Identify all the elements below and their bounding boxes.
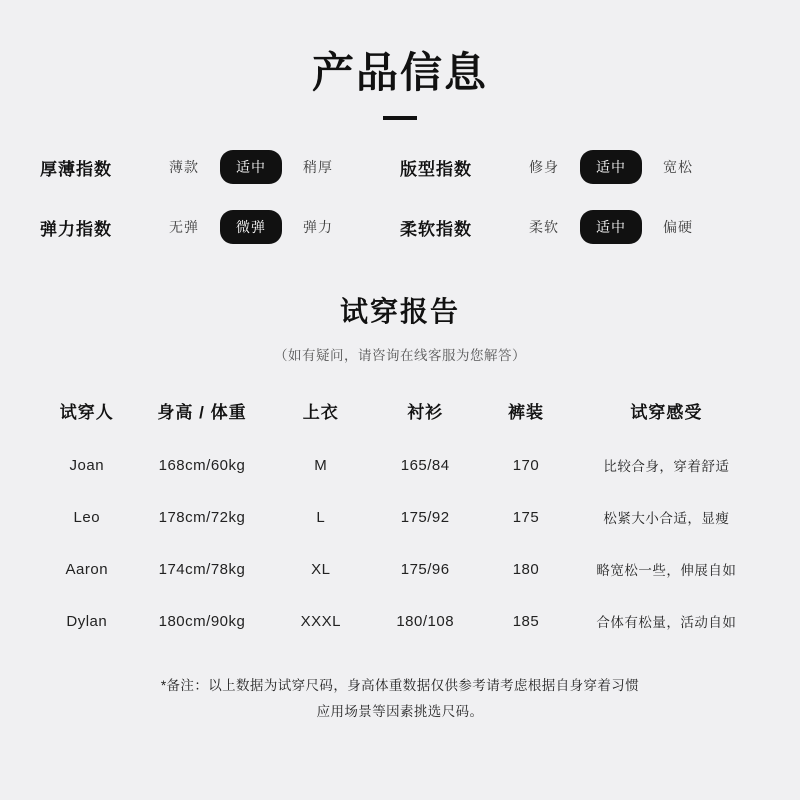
- cell-pants: 185: [512, 612, 540, 630]
- cell-body: 178cm/72kg: [158, 508, 246, 526]
- cell-top: M: [314, 456, 328, 474]
- cell-feel: 比较合身，穿着舒适: [603, 459, 730, 475]
- cell-feel: 松紧大小合适，显瘦: [603, 511, 730, 527]
- index-option[interactable]: 柔软: [529, 219, 559, 236]
- cell-name: Joan: [69, 456, 105, 474]
- index-options: [148, 150, 354, 184]
- footnote-line-2: 应用场景等因素挑选尺码。: [316, 704, 484, 720]
- column-header-shirt: 衬衫: [407, 403, 444, 423]
- index-grid: [40, 150, 760, 244]
- index-row-elasticity: [40, 210, 400, 244]
- cell-body: 174cm/78kg: [158, 560, 246, 578]
- index-row-fit: [400, 150, 760, 184]
- index-label: 版型指数: [400, 159, 472, 179]
- table-row: [40, 439, 760, 491]
- index-label: 弹力指数: [40, 219, 112, 239]
- table-row: [40, 491, 760, 543]
- index-option[interactable]: 偏硬: [663, 219, 693, 236]
- index-option[interactable]: 无弹: [169, 219, 199, 236]
- title-divider: [383, 116, 417, 120]
- index-options: [508, 210, 714, 244]
- cell-name: Leo: [73, 508, 101, 526]
- column-header-name: 试穿人: [59, 403, 114, 423]
- index-option[interactable]: 宽松: [663, 159, 693, 176]
- column-header-feel: 试穿感受: [630, 403, 703, 423]
- index-option-selected[interactable]: 适中: [580, 150, 642, 184]
- cell-pants: 175: [512, 508, 540, 526]
- cell-body: 168cm/60kg: [158, 456, 246, 474]
- cell-feel: 略宽松一些，伸展自如: [596, 563, 737, 579]
- index-option-selected[interactable]: 适中: [220, 150, 282, 184]
- index-option[interactable]: 薄款: [169, 159, 199, 176]
- column-header-body: 身高 / 体重: [157, 403, 247, 423]
- cell-shirt: 165/84: [400, 456, 450, 474]
- footnote: [40, 673, 760, 724]
- footnote-line-1: *备注：以上数据为试穿尺码，身高体重数据仅供参考请考虑根据自身穿着习惯: [160, 678, 640, 694]
- cell-pants: 170: [512, 456, 540, 474]
- index-label: 柔软指数: [400, 219, 472, 239]
- cell-shirt: 175/96: [400, 560, 450, 578]
- report-subtitle: （如有疑问，请咨询在线客服为您解答）: [274, 348, 526, 364]
- cell-body: 180cm/90kg: [158, 612, 246, 630]
- cell-top: XXXL: [300, 612, 341, 630]
- cell-feel: 合体有松量，活动自如: [596, 615, 737, 631]
- index-label: 厚薄指数: [40, 159, 112, 179]
- column-header-top: 上衣: [302, 403, 339, 423]
- cell-shirt: 175/92: [400, 508, 450, 526]
- cell-top: L: [316, 508, 326, 526]
- index-option-selected[interactable]: 微弹: [220, 210, 282, 244]
- index-options: [508, 150, 714, 184]
- cell-pants: 180: [512, 560, 540, 578]
- cell-name: Dylan: [66, 612, 108, 630]
- cell-name: Aaron: [65, 560, 109, 578]
- index-option[interactable]: 弹力: [303, 219, 333, 236]
- fit-report-table: [40, 388, 760, 647]
- table-header-row: [40, 388, 760, 439]
- index-row-thickness: [40, 150, 400, 184]
- index-row-softness: [400, 210, 760, 244]
- index-option[interactable]: 稍厚: [303, 159, 333, 176]
- cell-shirt: 180/108: [396, 612, 455, 630]
- cell-top: XL: [311, 560, 331, 578]
- page-title: 产品信息: [311, 49, 488, 96]
- table-row: [40, 543, 760, 595]
- index-option-selected[interactable]: 适中: [580, 210, 642, 244]
- report-title: 试穿报告: [339, 296, 460, 328]
- index-option[interactable]: 修身: [529, 159, 559, 176]
- table-row: [40, 595, 760, 647]
- index-options: [148, 210, 354, 244]
- column-header-pants: 裤装: [507, 403, 544, 423]
